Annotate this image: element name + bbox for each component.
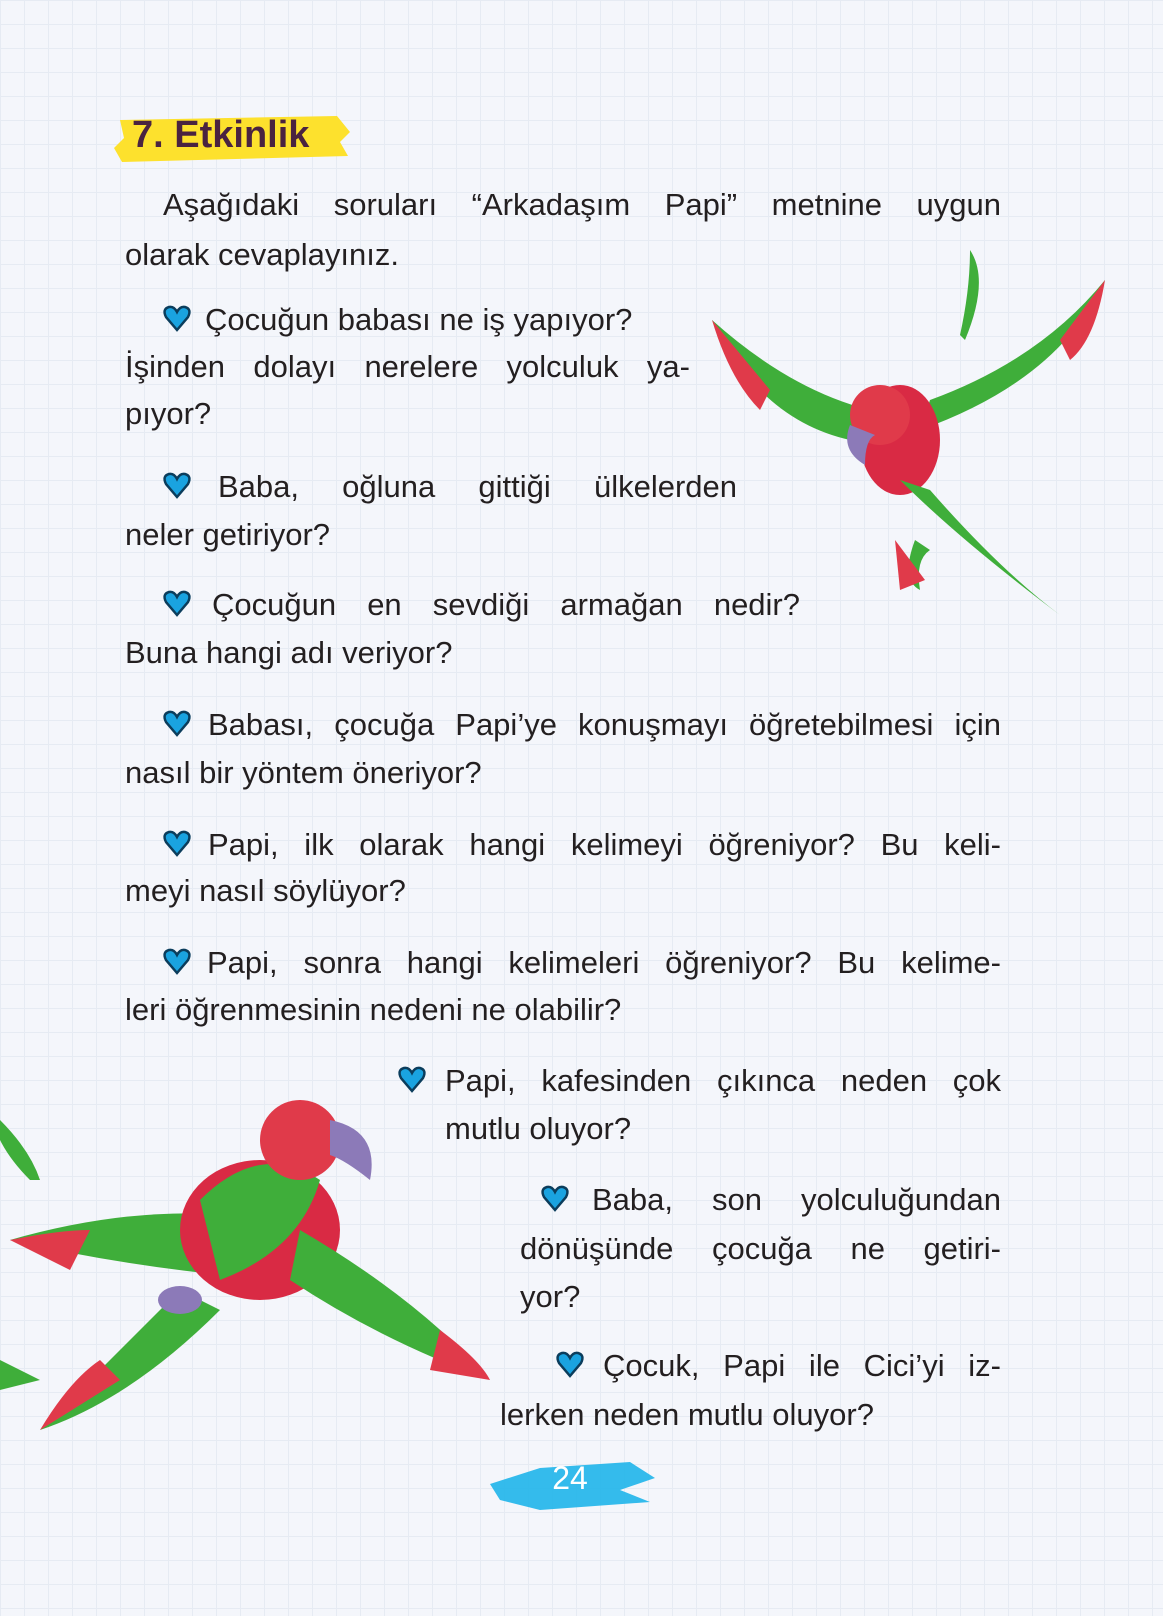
heart-bullet-icon: [162, 946, 192, 976]
text-line: Papi, ilk olarak hangi kelimeyi öğreniyor? Bu keli-: [208, 827, 1001, 862]
heart-bullet-icon: [162, 303, 192, 333]
text-line: Çocuğun en sevdiği armağan nedir?: [212, 587, 800, 622]
text-line: Aşağıdaki soruları “Arkadaşım Papi” metnine uygun: [163, 187, 1001, 222]
flying-parrot-illustration: [700, 240, 1120, 630]
text-line: leri öğrenmesinin nedeni ne olabilir?: [125, 992, 622, 1027]
text-line: Çocuk, Papi ile Cici’yi iz-: [603, 1348, 1001, 1383]
heart-bullet-icon: [397, 1064, 427, 1094]
text-line: Papi, sonra hangi kelimeleri öğreniyor? Bu kelime-: [207, 945, 1001, 980]
text-line: yor?: [520, 1279, 581, 1314]
text-line: Çocuğun babası ne iş yapıyor?: [205, 302, 633, 337]
text-line: pıyor?: [125, 396, 212, 431]
text-line: Baba, son yolculuğundan: [592, 1182, 1001, 1217]
text-line: dönüşünde çocuğa ne getiri-: [520, 1231, 1001, 1266]
text-line: meyi nasıl söylüyor?: [125, 873, 406, 908]
text-line: İşinden dolayı nerelere yolculuk ya-: [125, 349, 690, 384]
heart-bullet-icon: [540, 1183, 570, 1213]
text-line: Baba, oğluna gittiği ülkelerden: [218, 469, 737, 504]
heart-bullet-icon: [162, 588, 192, 618]
heart-bullet-icon: [162, 828, 192, 858]
heart-bullet-icon: [162, 708, 192, 738]
parrot-illustration: [0, 1080, 500, 1450]
text-line: nasıl bir yöntem öneriyor?: [125, 755, 482, 790]
heart-bullet-icon: [162, 470, 192, 500]
heart-bullet-icon: [555, 1349, 585, 1379]
page-number-badge: [480, 1450, 660, 1520]
text-line: Papi, kafesinden çıkınca neden çok: [445, 1063, 1001, 1098]
text-line: Babası, çocuğa Papi’ye konuşmayı öğretebilmesi için: [208, 707, 1001, 742]
text-line: Buna hangi adı veriyor?: [125, 635, 453, 670]
text-line: lerken neden mutlu oluyor?: [500, 1397, 874, 1432]
text-line: neler getiriyor?: [125, 517, 331, 552]
activity-title: 7. Etkinlik: [132, 114, 310, 156]
text-line: mutlu oluyor?: [445, 1111, 632, 1146]
activity-heading: [112, 112, 352, 166]
text-line: olarak cevaplayınız.: [125, 237, 399, 272]
page-number: 24: [552, 1460, 588, 1496]
